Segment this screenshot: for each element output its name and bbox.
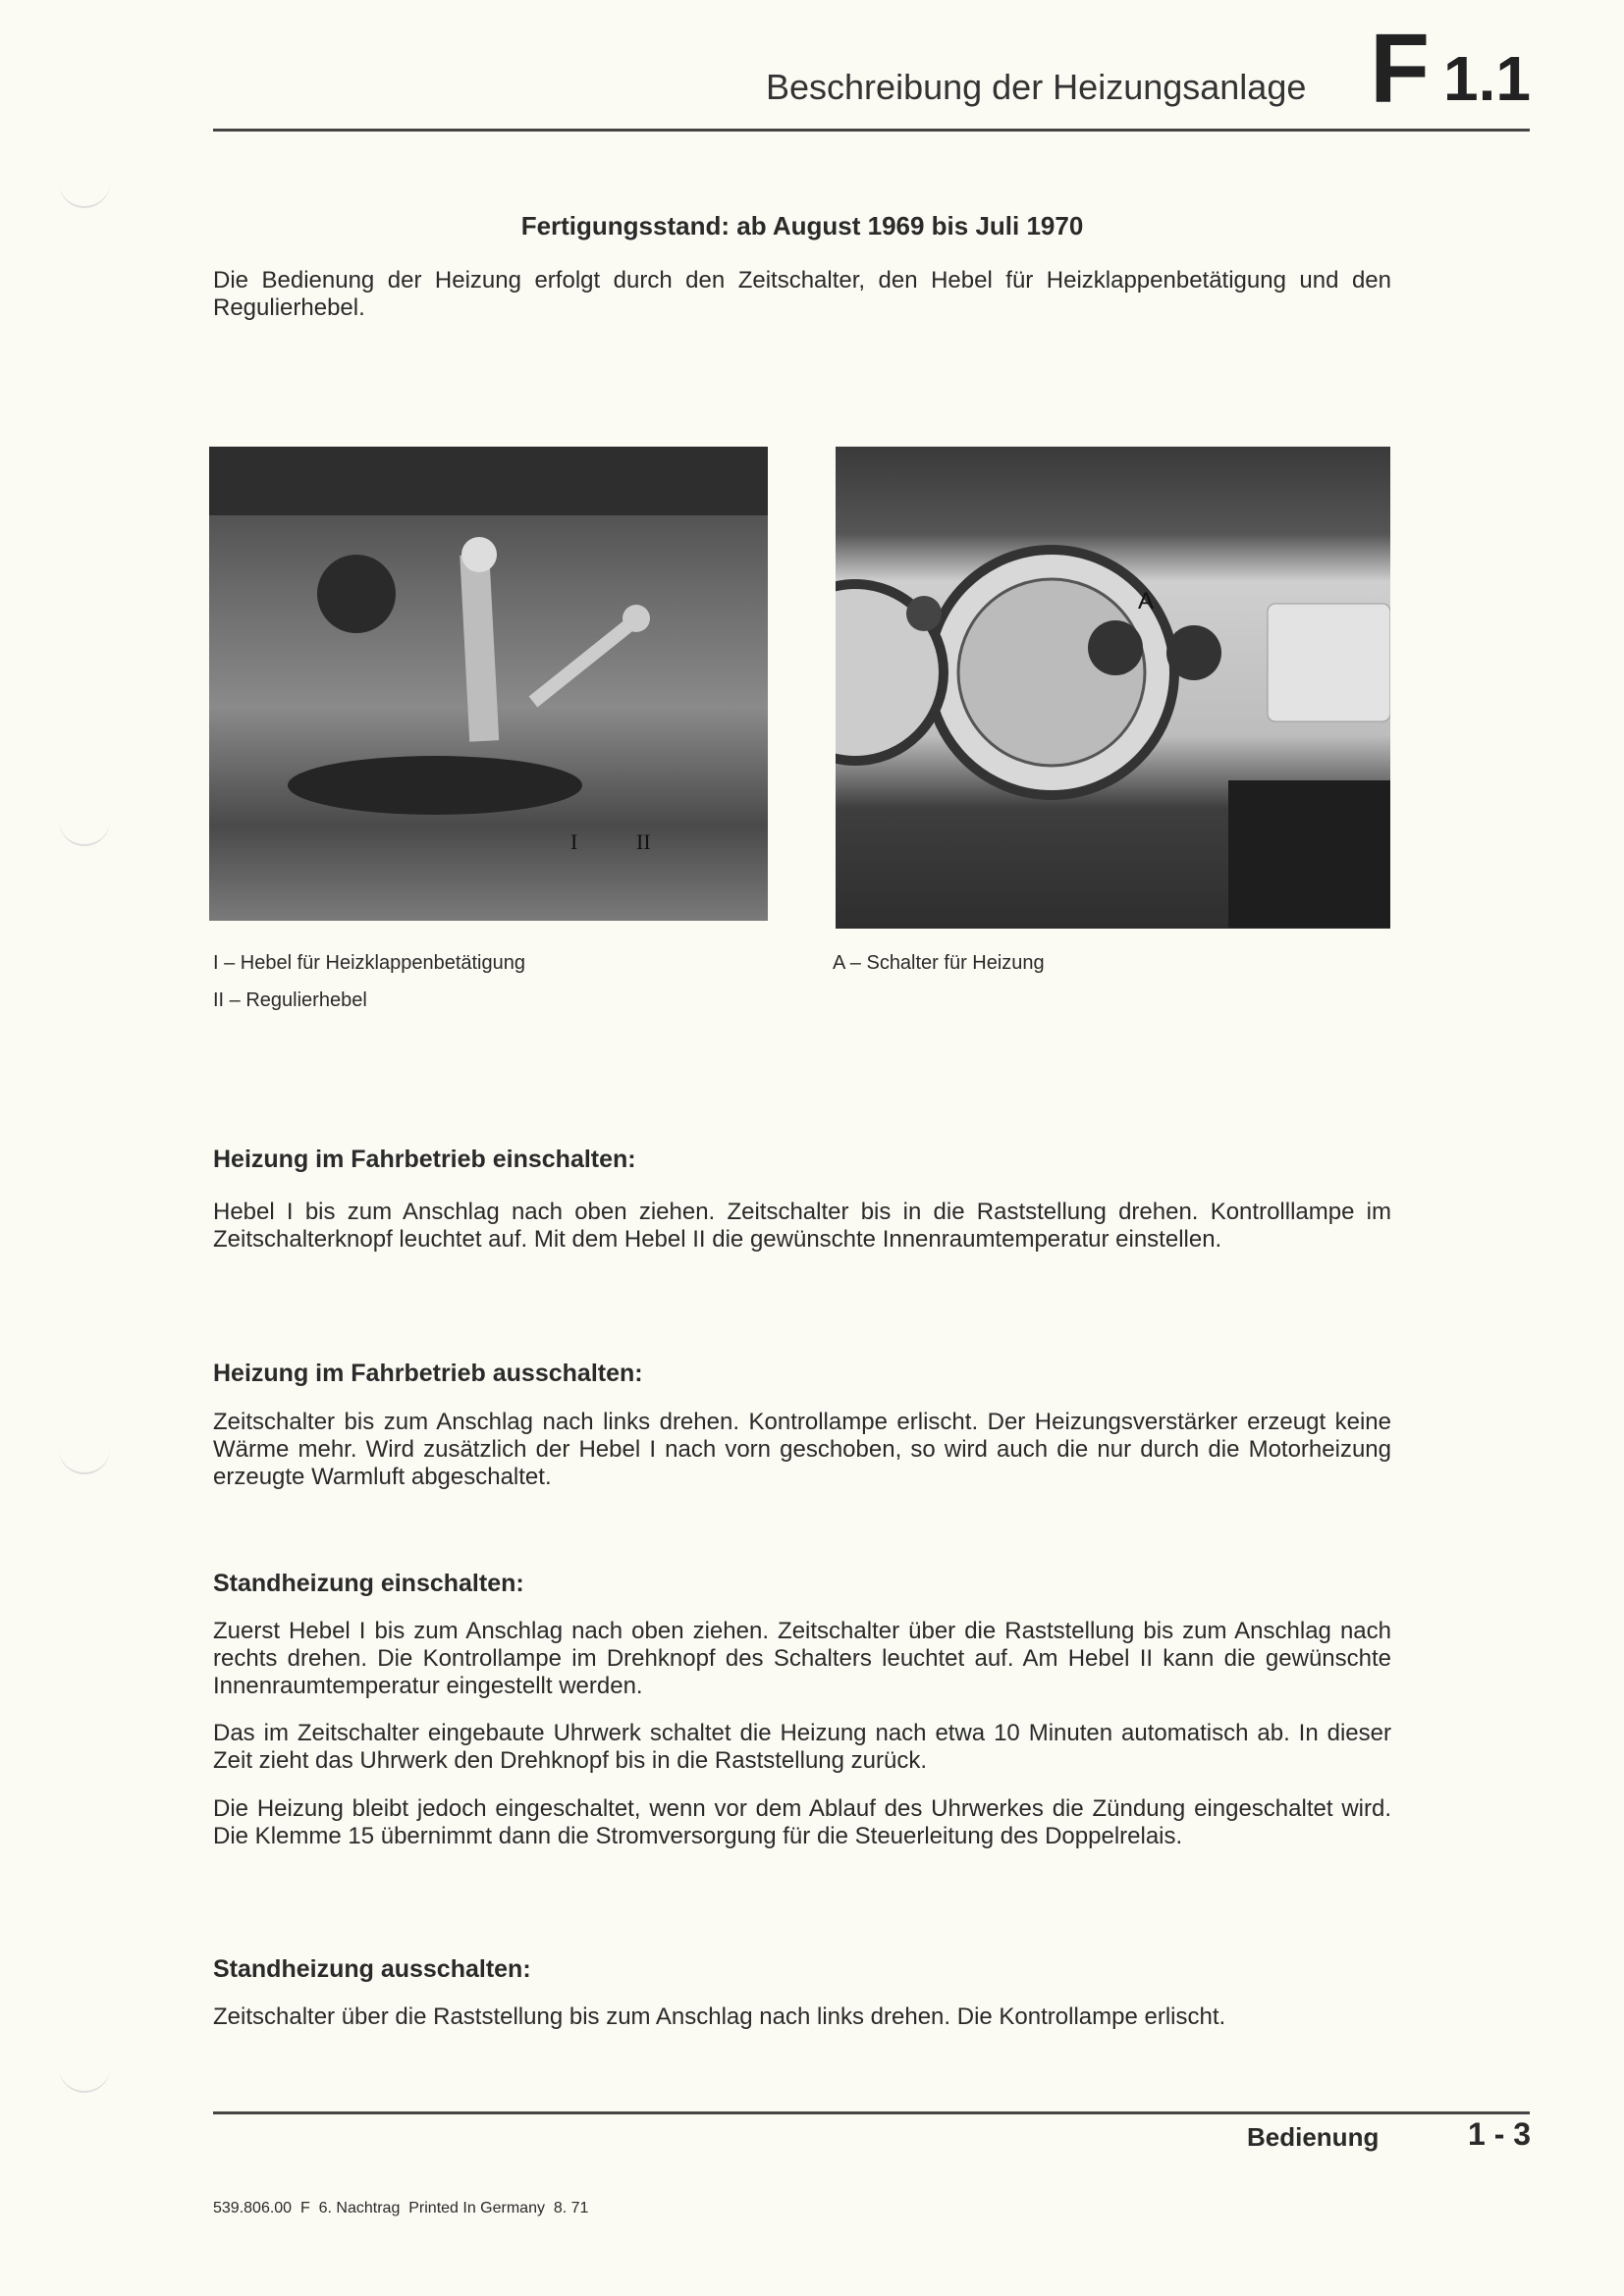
caption-lever-I: I – Hebel für Heizklappenbetätigung <box>213 952 525 974</box>
section-paragraph: Zeitschalter bis zum Anschlag nach links drehen. Kontrollampe erlischt. Der Heizungsverstärker erzeugt keine Wärme mehr. Wird zusätzlich der Hebel I nach vorn geschoben, so wird auch die nur durch die Motorheizung erzeugte Warmluft abgeschaltet. <box>213 1409 1391 1490</box>
footer-rule <box>213 2111 1530 2114</box>
caption-lever-II: II – Regulierhebel <box>213 989 367 1011</box>
punch-hole <box>59 177 110 208</box>
footer-print-info: 539.806.00 F 6. Nachtrag Printed In Germany 8. 71 <box>213 2200 589 2216</box>
header-rule <box>213 129 1530 132</box>
label-I: I <box>570 829 578 854</box>
punch-hole <box>59 2061 110 2093</box>
label-A: A <box>1138 588 1155 614</box>
section-heading: Heizung im Fahrbetrieb ausschalten: <box>213 1360 643 1387</box>
punch-hole <box>59 1443 110 1474</box>
section-heading: Standheizung ausschalten: <box>213 1955 531 1983</box>
section-heading: Standheizung einschalten: <box>213 1570 524 1597</box>
photo-heater-levers <box>209 447 768 921</box>
intro-text: Die Bedienung der Heizung erfolgt durch den Zeitschalter, den Hebel für Heizklappenbetätigung und den Regulierhebel. <box>213 267 1391 321</box>
footer-page-number: 1 - 3 <box>1468 2116 1532 2152</box>
section-letter: F <box>1370 14 1431 124</box>
section-paragraph: Die Heizung bleibt jedoch eingeschaltet, wenn vor dem Ablauf des Uhrwerkes die Zündung eingeschaltet wird. Die Klemme 15 übernimmt dann die Stromversorgung für die Steuerleitung des Doppelrelais. <box>213 1795 1391 1849</box>
caption-switch-A: A – Schalter für Heizung <box>833 952 1045 974</box>
page-title: Beschreibung der Heizungsanlage <box>766 67 1307 107</box>
section-number: 1.1 <box>1443 43 1531 114</box>
section-paragraph: Hebel I bis zum Anschlag nach oben ziehen. Zeitschalter bis in die Raststellung drehen. Kontrolllampe im Zeitschalterknopf leuchtet auf. Mit dem Hebel II die gewünschte Innenraumtemperatur einstellen. <box>213 1199 1391 1253</box>
punch-hole <box>59 815 110 846</box>
production-status: Fertigungsstand: ab August 1969 bis Juli 1970 <box>520 211 1084 240</box>
footer-chapter: Bedienung <box>1247 2122 1380 2152</box>
section-paragraph: Zuerst Hebel I bis zum Anschlag nach oben ziehen. Zeitschalter über die Raststellung bis zum Anschlag nach rechts drehen. Die Kontrollampe im Drehknopf des Schalters leuchtet auf. Am Hebel II kann die gewünschte Innenraumtemperatur eingestellt werden. <box>213 1618 1391 1699</box>
label-II: II <box>636 829 651 854</box>
section-heading: Heizung im Fahrbetrieb einschalten: <box>213 1146 636 1173</box>
section-paragraph: Das im Zeitschalter eingebaute Uhrwerk schaltet die Heizung nach etwa 10 Minuten automatisch ab. In dieser Zeit zieht das Uhrwerk den Drehknopf bis in die Raststellung zurück. <box>213 1720 1391 1774</box>
photo-dashboard <box>836 447 1390 929</box>
section-paragraph: Zeitschalter über die Raststellung bis zum Anschlag nach links drehen. Die Kontrollampe erlischt. <box>213 2003 1226 2030</box>
